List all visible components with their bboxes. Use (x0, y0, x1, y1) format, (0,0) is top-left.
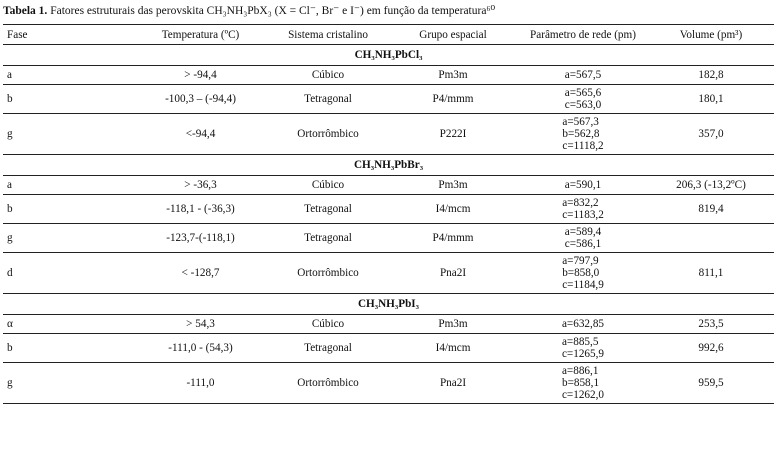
header-temperatura: Temperatura (ºC) (161, 28, 240, 41)
header-fase: Fase (7, 28, 28, 41)
perovskite-table (3, 24, 774, 404)
cell-fase: g (3, 363, 133, 404)
cell-parametro (518, 334, 648, 363)
cell-fase: a (3, 66, 133, 85)
header-sistema: Sistema cristalino (288, 28, 368, 41)
section-row (3, 155, 774, 176)
lattice-value: c=1265,9 (561, 348, 605, 360)
lattice-value: c=586,1 (564, 238, 602, 250)
cell-temperatura: > -36,3 (133, 176, 268, 195)
table-row (3, 66, 774, 85)
section-row (3, 45, 774, 66)
cell-sistema: Tetragonal (268, 224, 388, 253)
cell-sistema: Tetragonal (268, 334, 388, 363)
cell-temperatura: -118,1 - (-36,3) (133, 195, 268, 224)
cell-sistema: Cúbico (268, 315, 388, 334)
cell-grupo: Pna2I (388, 253, 518, 294)
cell-sistema: Cúbico (268, 66, 388, 85)
lattice-value: b=858,1 (561, 377, 600, 389)
lattice-value: a=589,4 (564, 226, 602, 238)
lattice-value: c=1118,2 (562, 140, 604, 152)
cell-temperatura: > -94,4 (133, 66, 268, 85)
cell-volume: 992,6 (648, 334, 774, 363)
lattice-value: a=567,3 (562, 116, 599, 128)
lattice-list (562, 365, 604, 401)
lattice-value: c=563,0 (564, 99, 602, 111)
cell-fase: d (3, 253, 133, 294)
table-caption (3, 3, 773, 17)
section-row (3, 294, 774, 315)
header-grupo: Grupo espacial (419, 28, 487, 41)
cell-volume: 180,1 (648, 85, 774, 114)
table-row (3, 176, 774, 195)
cell-sistema: Ortorrômbico (268, 114, 388, 155)
header-parametro: Parâmetro de rede (pm) (530, 28, 636, 41)
cell-fase: b (3, 195, 133, 224)
cell-volume: 959,5 (648, 363, 774, 404)
cell-temperatura: > 54,3 (133, 315, 268, 334)
cell-parametro (518, 195, 648, 224)
cell-parametro (518, 224, 648, 253)
table-row (3, 334, 774, 363)
section-title: CH₃NH₃PbBr₃ (3, 155, 774, 176)
cell-temperatura: -111,0 - (54,3) (133, 334, 268, 363)
caption-text: Fatores estruturais das perovskita CH₃NH₃PbX₃ (X = Cl⁻, Br⁻ e I⁻) em função da temperatura⁶⁰ (50, 5, 496, 17)
caption-label: Tabela 1. (3, 5, 48, 17)
cell-grupo: P222I (388, 114, 518, 155)
cell-grupo: P4/mmm (388, 224, 518, 253)
lattice-value: a=885,5 (561, 336, 599, 348)
lattice-value: b=562,8 (562, 128, 600, 140)
cell-grupo: Pm3m (388, 315, 518, 334)
lattice-list (562, 197, 604, 221)
cell-temperatura: -111,0 (133, 363, 268, 404)
table-row (3, 195, 774, 224)
cell-parametro (518, 315, 648, 334)
lattice-value: c=1183,2 (562, 209, 604, 221)
section-title: CH₃NH₃PbI₃ (3, 294, 774, 315)
lattice-list (565, 87, 601, 111)
cell-temperatura: -100,3 – (-94,4) (133, 85, 268, 114)
lattice-value: a=832,2 (562, 197, 599, 209)
cell-grupo: I4/mcm (388, 195, 518, 224)
lattice-list (565, 179, 601, 191)
header-row (3, 25, 774, 45)
table-row (3, 363, 774, 404)
lattice-list (562, 318, 604, 330)
lattice-value: a=565,6 (564, 87, 602, 99)
cell-temperatura: -123,7-(-118,1) (133, 224, 268, 253)
table-row (3, 253, 774, 294)
lattice-value: b=858,0 (562, 267, 600, 279)
section-title: CH₃NH₃PbCl₃ (3, 45, 774, 66)
lattice-value: a=567,5 (564, 69, 602, 81)
cell-fase: a (3, 176, 133, 195)
cell-sistema: Tetragonal (268, 195, 388, 224)
lattice-list (562, 116, 603, 152)
cell-temperatura: < -128,7 (133, 253, 268, 294)
cell-sistema: Ortorrômbico (268, 253, 388, 294)
cell-volume (648, 224, 774, 253)
cell-parametro (518, 85, 648, 114)
cell-volume: 357,0 (648, 114, 774, 155)
cell-parametro (518, 66, 648, 85)
cell-volume: 819,4 (648, 195, 774, 224)
cell-parametro (518, 253, 648, 294)
cell-parametro (518, 114, 648, 155)
cell-grupo: P4/mmm (388, 85, 518, 114)
lattice-value: a=632,85 (561, 318, 605, 330)
lattice-list (562, 255, 604, 291)
cell-volume: 811,1 (648, 253, 774, 294)
lattice-list (565, 69, 601, 81)
cell-fase: b (3, 334, 133, 363)
cell-sistema: Cúbico (268, 176, 388, 195)
table-row (3, 114, 774, 155)
cell-parametro (518, 176, 648, 195)
table-row (3, 315, 774, 334)
cell-volume: 206,3 (-13,2ºC) (648, 176, 774, 195)
cell-fase: g (3, 224, 133, 253)
table-row (3, 85, 774, 114)
cell-sistema: Ortorrômbico (268, 363, 388, 404)
cell-fase: α (3, 315, 133, 334)
table-body (3, 45, 774, 404)
cell-volume: 253,5 (648, 315, 774, 334)
lattice-list (565, 226, 601, 250)
cell-grupo: Pm3m (388, 176, 518, 195)
lattice-value: a=590,1 (564, 179, 602, 191)
lattice-value: a=886,1 (561, 365, 599, 377)
header-volume: Volume (pm³) (679, 28, 743, 41)
cell-fase: b (3, 85, 133, 114)
cell-grupo: Pm3m (388, 66, 518, 85)
table-row (3, 224, 774, 253)
lattice-list (562, 336, 604, 360)
cell-grupo: Pna2I (388, 363, 518, 404)
cell-temperatura: <-94,4 (133, 114, 268, 155)
cell-fase: g (3, 114, 133, 155)
lattice-value: c=1184,9 (562, 279, 604, 291)
lattice-value: a=797,9 (562, 255, 599, 267)
cell-volume: 182,8 (648, 66, 774, 85)
cell-parametro (518, 363, 648, 404)
cell-grupo: I4/mcm (388, 334, 518, 363)
lattice-value: c=1262,0 (561, 389, 605, 401)
cell-sistema: Tetragonal (268, 85, 388, 114)
